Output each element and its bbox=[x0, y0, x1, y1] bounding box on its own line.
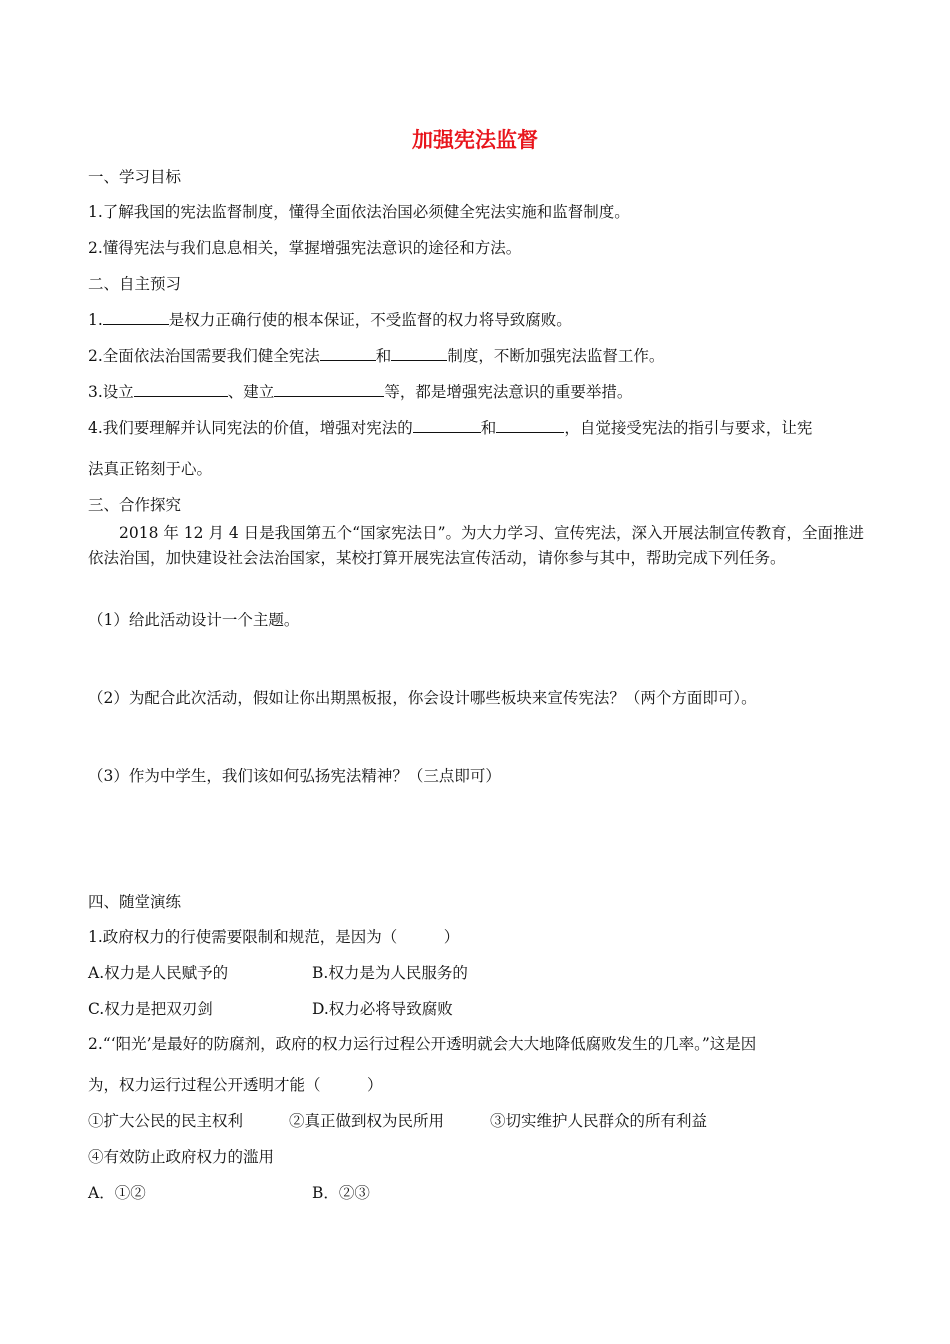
question-text: 和 bbox=[480, 419, 497, 437]
preview-question-4 bbox=[88, 416, 812, 438]
section-heading-explore: 三、合作探究 bbox=[88, 496, 182, 514]
question-text: 制度，不断加强宪法监督工作。 bbox=[447, 347, 665, 365]
answer-blank[interactable] bbox=[274, 382, 384, 397]
answer-blank[interactable] bbox=[391, 346, 447, 361]
explore-task-3: （3）作为中学生，我们该如何弘扬宪法精神？（三点即可） bbox=[88, 767, 501, 785]
question-text: 和 bbox=[375, 347, 392, 365]
practice-question-1-stem: 1.政府权力的行使需要限制和规范，是因为（ ） bbox=[88, 928, 460, 946]
practice-question-2-stem: 2.“‘阳光’是最好的防腐剂，政府的权力运行过程公开透明就会大大地降低腐败发生的几率。”这是因 bbox=[88, 1035, 757, 1053]
question-text: 、建立 bbox=[227, 383, 275, 401]
preview-question-2 bbox=[88, 344, 664, 366]
question-text: 4.我们要理解并认同宪法的价值，增强对宪法的 bbox=[88, 419, 413, 437]
practice-question-2-options-row bbox=[88, 1181, 370, 1203]
question-text: 等，都是增强宪法意识的重要举措。 bbox=[384, 383, 633, 401]
option-b: B．②③ bbox=[312, 1184, 370, 1202]
option-c: C.权力是把双刃剑 bbox=[88, 1000, 213, 1018]
section-heading-goals: 一、学习目标 bbox=[88, 168, 182, 186]
option-a: A．①② bbox=[88, 1184, 146, 1202]
section-heading-preview: 二、自主预习 bbox=[88, 275, 182, 293]
preview-question-4-continued: 法真正铭刻于心。 bbox=[88, 460, 213, 478]
answer-blank[interactable] bbox=[103, 310, 169, 325]
preview-question-3 bbox=[88, 380, 632, 402]
answer-blank[interactable] bbox=[496, 418, 564, 433]
statement-2: ②真正做到权为民所用 bbox=[289, 1112, 445, 1130]
question-text: 是权力正确行使的根本保证，不受监督的权力将导致腐败。 bbox=[168, 311, 572, 329]
explore-task-2: （2）为配合此次活动，假如让你出期黑板报，你会设计哪些板块来宣传宪法？（两个方面即可）。 bbox=[88, 689, 757, 707]
option-a: A.权力是人民赋予的 bbox=[88, 964, 229, 982]
explore-intro: 2018 年 12 月 4 日是我国第五个“国家宪法日”。为大力学习、宣传宪法，深入开展法制宣传教育，全面推进依法治国，加快建设社会法治国家，某校打算开展宪法宣传活动，请你参与其中，帮助完成下列任务。 bbox=[88, 524, 865, 567]
option-b: B.权力是为人民服务的 bbox=[312, 964, 468, 982]
preview-question-1 bbox=[88, 308, 572, 330]
section-heading-practice: 四、随堂演练 bbox=[88, 893, 182, 911]
question-number: 1. bbox=[88, 311, 103, 329]
question-text: 3.设立 bbox=[88, 383, 134, 401]
answer-blank[interactable] bbox=[413, 418, 481, 433]
practice-question-2-statements-row bbox=[88, 1109, 707, 1131]
statement-3: ③切实维护人民群众的所有利益 bbox=[490, 1112, 708, 1130]
explore-task-1: （1）给此活动设计一个主题。 bbox=[88, 611, 300, 629]
statement-4: ④有效防止政府权力的滥用 bbox=[88, 1148, 275, 1166]
option-d: D.权力必将导致腐败 bbox=[312, 1000, 453, 1018]
answer-blank[interactable] bbox=[134, 382, 228, 397]
answer-blank[interactable] bbox=[320, 346, 376, 361]
question-text: 2.全面依法治国需要我们健全宪法 bbox=[88, 347, 320, 365]
goal-item: 2.懂得宪法与我们息息相关，掌握增强宪法意识的途径和方法。 bbox=[88, 239, 522, 257]
goal-item: 1.了解我国的宪法监督制度，懂得全面依法治国必须健全宪法实施和监督制度。 bbox=[88, 203, 630, 221]
practice-question-1-options-row bbox=[88, 961, 468, 983]
page-title: 加强宪法监督 bbox=[412, 128, 538, 152]
statement-1: ①扩大公民的民主权利 bbox=[88, 1112, 244, 1130]
practice-question-1-options-row bbox=[88, 997, 453, 1019]
practice-question-2-stem-continued: 为，权力运行过程公开透明才能（ ） bbox=[88, 1076, 383, 1094]
question-text: ，自觉接受宪法的指引与要求，让宪 bbox=[564, 419, 813, 437]
